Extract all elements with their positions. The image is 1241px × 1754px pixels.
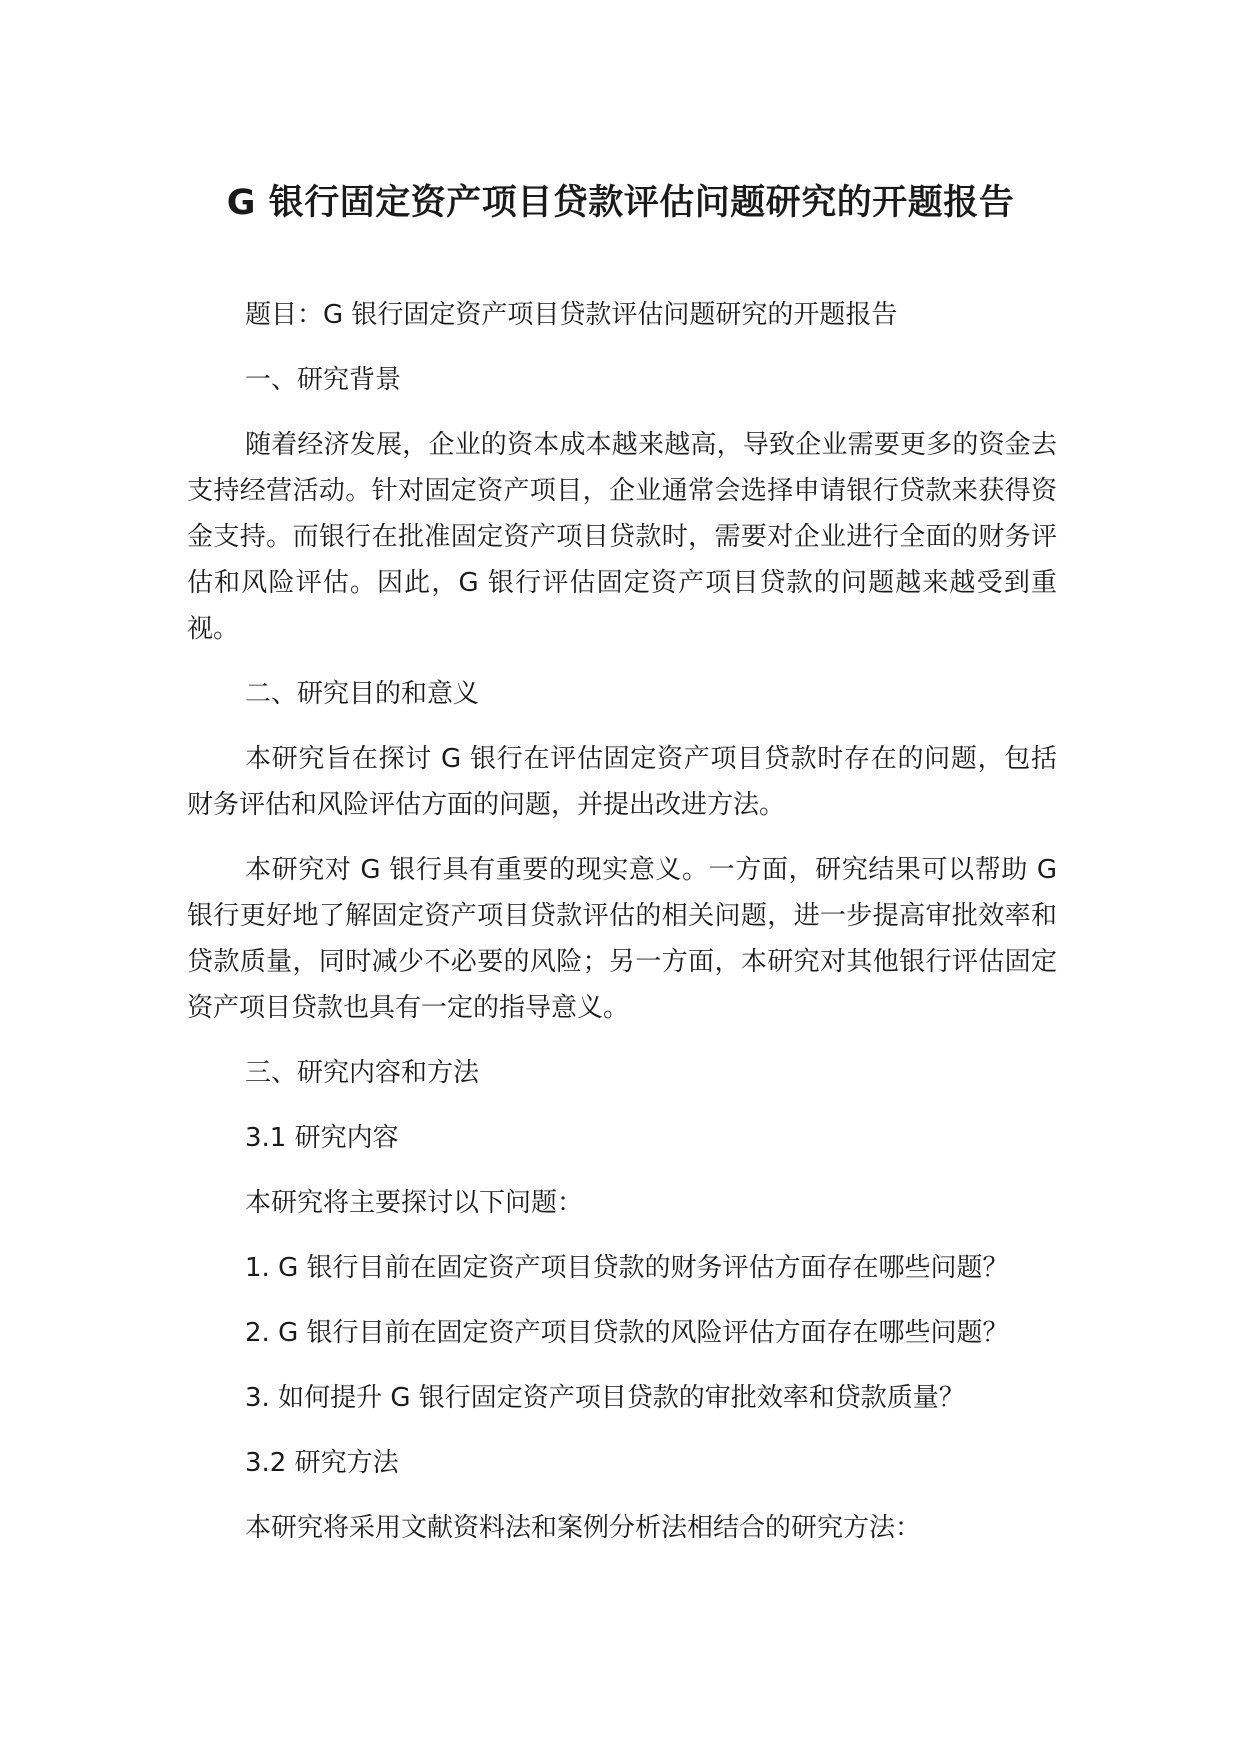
section-heading-content-method: 三、研究内容和方法 <box>245 1058 480 1088</box>
subsection-heading-method: 3.2 研究方法 <box>245 1448 399 1478</box>
question-item-2: 2. G 银行目前在固定资产项目贷款的风险评估方面存在哪些问题？ <box>245 1318 1009 1348</box>
significance-paragraph: 本研究对 G 银行具有重要的现实意义。一方面，研究结果可以帮助 G 银行更好地了解固定资产项目贷款评估的相关问题，进一步提高审批效率和贷款质量，同时减少不必要的风险；另一方面，本研究对其他银行评估固定资产项目贷款也具有一定的指导意义。 <box>187 855 1057 1023</box>
question-item-1: 1. G 银行目前在固定资产项目贷款的财务评估方面存在哪些问题？ <box>245 1253 1009 1283</box>
document-body <box>187 292 1057 1551</box>
content-intro: 本研究将主要探讨以下问题： <box>245 1188 584 1218</box>
section-heading-purpose: 二、研究目的和意义 <box>245 679 480 709</box>
background-paragraph: 随着经济发展，企业的资本成本越来越高，导致企业需要更多的资金去支持经营活动。针对固定资产项目，企业通常会选择申请银行贷款来获得资金支持。而银行在批准固定资产项目贷款时，需要对企业进行全面的财务评估和风险评估。因此，G 银行评估固定资产项目贷款的问题越来越受到重视。 <box>187 430 1057 644</box>
purpose-paragraph: 本研究旨在探讨 G 银行在评估固定资产项目贷款时存在的问题，包括财务评估和风险评估方面的问题，并提出改进方法。 <box>187 744 1057 820</box>
question-item-3: 3. 如何提升 G 银行固定资产项目贷款的审批效率和贷款质量？ <box>245 1383 965 1413</box>
method-intro: 本研究将采用文献资料法和案例分析法相结合的研究方法： <box>245 1513 922 1543</box>
topic-line: 题目：G 银行固定资产项目贷款评估问题研究的开题报告 <box>245 300 898 330</box>
document-title: G 银行固定资产项目贷款评估问题研究的开题报告 <box>226 183 1015 223</box>
section-heading-background: 一、研究背景 <box>245 365 402 395</box>
subsection-heading-content: 3.1 研究内容 <box>245 1123 399 1153</box>
